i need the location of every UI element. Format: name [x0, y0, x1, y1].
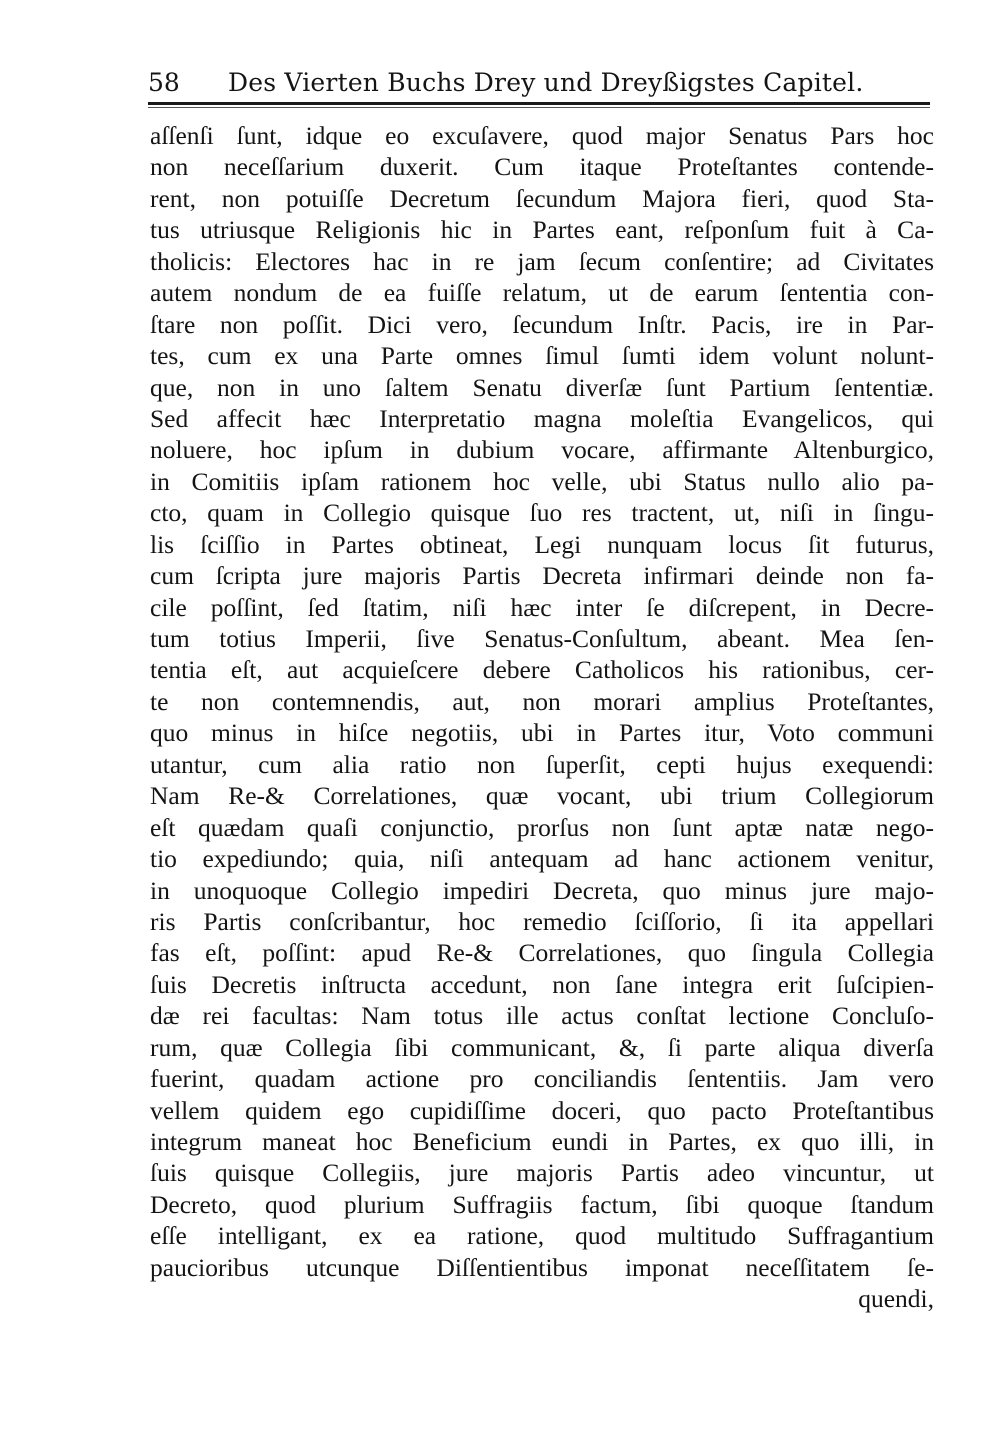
text-line: autem nondum de ea fuiſſe relatum, ut de earum ſententia con- — [150, 278, 934, 308]
header-rule-thin — [148, 107, 930, 108]
text-line: rent, non potuiſſe Decretum ſecundum Majora fieri, quod Sta- — [150, 183, 934, 213]
text-line: fas eſt, poſſint: apud Re-& Correlationes, quo ſingula Collegia — [150, 938, 934, 968]
text-line: Sed affecit hæc Interpretatio magna moleſtia Evangelicos, qui — [150, 403, 934, 433]
text-line: quo minus in hiſce negotiis, ubi in Partes itur, Voto communi — [150, 718, 934, 748]
text-line: noluere, hoc ipſum in dubium vocare, affirmante Altenburgico, — [150, 435, 934, 465]
text-line: tus utriusque Religionis hic in Partes eant, reſponſum fuit à Ca- — [150, 215, 934, 245]
text-line: vellem quidem ego cupidiſſime doceri, quo pacto Proteſtantibus — [150, 1095, 934, 1125]
text-line: non neceſſarium duxerit. Cum itaque Proteſtantes contende- — [150, 152, 934, 182]
text-line: tentia eſt, aut acquieſcere debere Catholicos his rationibus, cer- — [150, 655, 934, 685]
text-line: in unoquoque Collegio impediri Decreta, quo minus jure majo- — [150, 875, 934, 905]
text-line: tholicis: Electores hac in re jam ſecum conſentire; ad Civitates — [150, 246, 934, 276]
text-line: rum, quæ Collegia ſibi communicant, &, ſi parte aliqua diverſa — [150, 1032, 934, 1062]
text-line: Nam Re-& Correlationes, quæ vocant, ubi trium Collegiorum — [150, 781, 934, 811]
page-header — [148, 66, 938, 100]
text-line: lis ſciſſio in Partes obtineat, Legi nunquam locus ſit futurus, — [150, 529, 934, 559]
catchword-line: quendi, — [858, 1284, 934, 1314]
text-line: tio expediundo; quia, niſi antequam ad hanc actionem venitur, — [150, 844, 934, 874]
text-line: cile poſſint, ſed ſtatim, niſi hæc inter ſe diſcrepent, in Decre- — [150, 592, 934, 622]
text-line: paucioribus utcunque Diſſentientibus imponat neceſſitatem ſe- — [150, 1252, 934, 1282]
text-line: dæ rei facultas: Nam totus ille actus conſtat lectione Concluſo- — [150, 1001, 934, 1031]
text-line: utantur, cum alia ratio non ſuperſit, cepti hujus exequendi: — [150, 749, 934, 779]
running-title: Des Vierten Buchs Drey und Dreyßigstes Capitel. — [228, 68, 864, 97]
text-line: aſſenſi ſunt, idque eo excuſavere, quod major Senatus Pars hoc — [150, 121, 934, 150]
text-line: cto, quam in Collegio quisque ſuo res tractent, ut, niſi in ſingu- — [150, 498, 934, 528]
text-line: cum ſcripta jure majoris Partis Decreta infirmari deinde non fa- — [150, 561, 934, 591]
text-line: eſſe intelligant, ex ea ratione, quod multitudo Suffragantium — [150, 1221, 934, 1251]
body-text — [150, 120, 934, 1315]
text-line: fuerint, quadam actione pro conciliandis ſententiis. Jam vero — [150, 1064, 934, 1094]
text-line: que, non in uno ſaltem Senatu diverſæ ſunt Partium ſententiæ. — [150, 372, 934, 402]
text-line: eſt quædam quaſi conjunctio, prorſus non ſunt aptæ natæ nego- — [150, 812, 934, 842]
text-line: Decreto, quod plurium Suffragiis factum, ſibi quoque ſtandum — [150, 1189, 934, 1219]
text-line: ſuis quisque Collegiis, jure majoris Partis adeo vincuntur, ut — [150, 1158, 934, 1188]
text-line: tes, cum ex una Parte omnes ſimul ſumti idem volunt nolunt- — [150, 341, 934, 371]
text-line: ſuis Decretis inſtructa accedunt, non ſane integra erit ſuſcipien- — [150, 969, 934, 999]
text-line: tum totius Imperii, ſive Senatus-Conſultum, abeant. Mea ſen- — [150, 624, 934, 653]
text-line: te non contemnendis, aut, non morari amplius Proteſtantes, — [150, 686, 934, 716]
text-line: integrum maneat hoc Beneficium eundi in Partes, ex quo illi, in — [150, 1127, 934, 1156]
text-line: ris Partis conſcribantur, hoc remedio ſciſſorio, ſi ita appellari — [150, 906, 934, 936]
text-line: ſtare non poſſit. Dici vero, ſecundum Inſtr. Pacis, ire in Par- — [150, 309, 934, 339]
header-rule — [148, 102, 930, 105]
page-number: 58 — [148, 68, 180, 97]
text-line: in Comitiis ipſam rationem hoc velle, ubi Status nullo alio pa- — [150, 466, 934, 496]
